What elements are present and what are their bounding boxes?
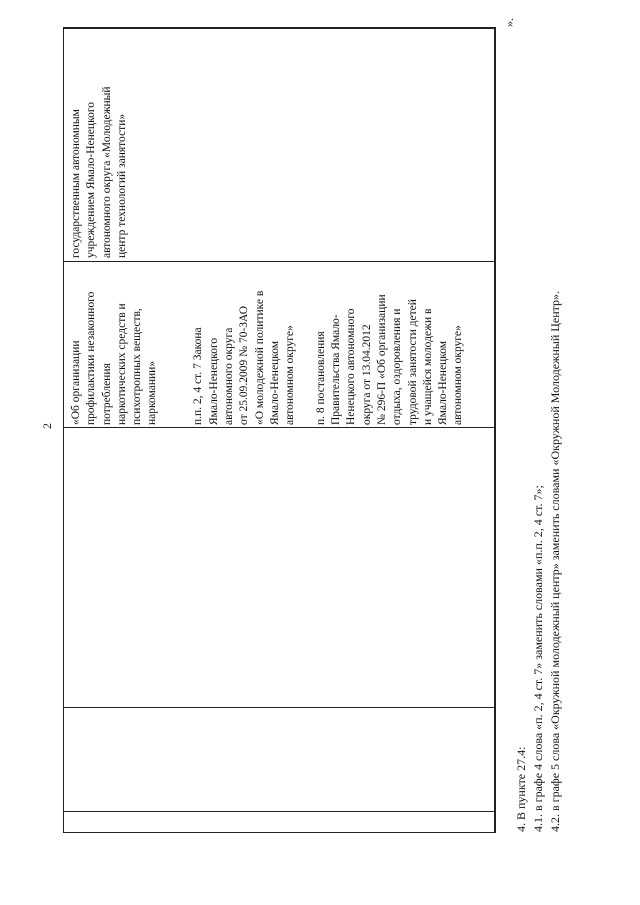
closing-quote: ».: [502, 18, 516, 27]
table-row-border: [495, 27, 496, 833]
table-row-border: [63, 27, 64, 833]
table-column-border: [63, 811, 495, 812]
paragraph-4: 4. В пункте 27.4:: [514, 746, 528, 832]
page-number: 2: [40, 423, 54, 429]
table-column-border: [63, 427, 495, 428]
paragraph-4-1: 4.1. в графе 4 слова «п. 2, 4 ст. 7» заменить словами «п.п. 2, 4 ст. 7»;: [531, 485, 545, 832]
table-cell-legal-basis-text: «Об организации профилактики незаконного потребления наркотических средств и психотропных веществ, наркомании» п.п. 2, 4 ст. 7 Закона Ямало-Ненецкого автономного округа от 25.09.2009 № 70-ЗАО «О молодежной политике в Ямало-Ненецком автономном округе» п. 8 постановления Правительства Ямало- Ненецкого автономного округа от 13.04.2012 № 296-П «Об организации отдыха, оздоровления и трудовой занятости детей и учащейся молодежи в Ямало-Ненецком автономном округе»: [70, 290, 465, 425]
table-column-border: [63, 27, 495, 28]
table-column-border: [63, 707, 495, 708]
paragraph-4-2: 4.2. в графе 5 слова «Окружной молодежный центр» заменить словами «Окружной Молодежный Центр».: [548, 290, 562, 832]
table-cell-executor-text: государственным автономным учреждением Ямало-Ненецкого автономного округа «Молодежный центр технологий занятости»: [70, 86, 128, 258]
table-column-border: [63, 832, 495, 833]
table-column-border: [63, 261, 495, 262]
